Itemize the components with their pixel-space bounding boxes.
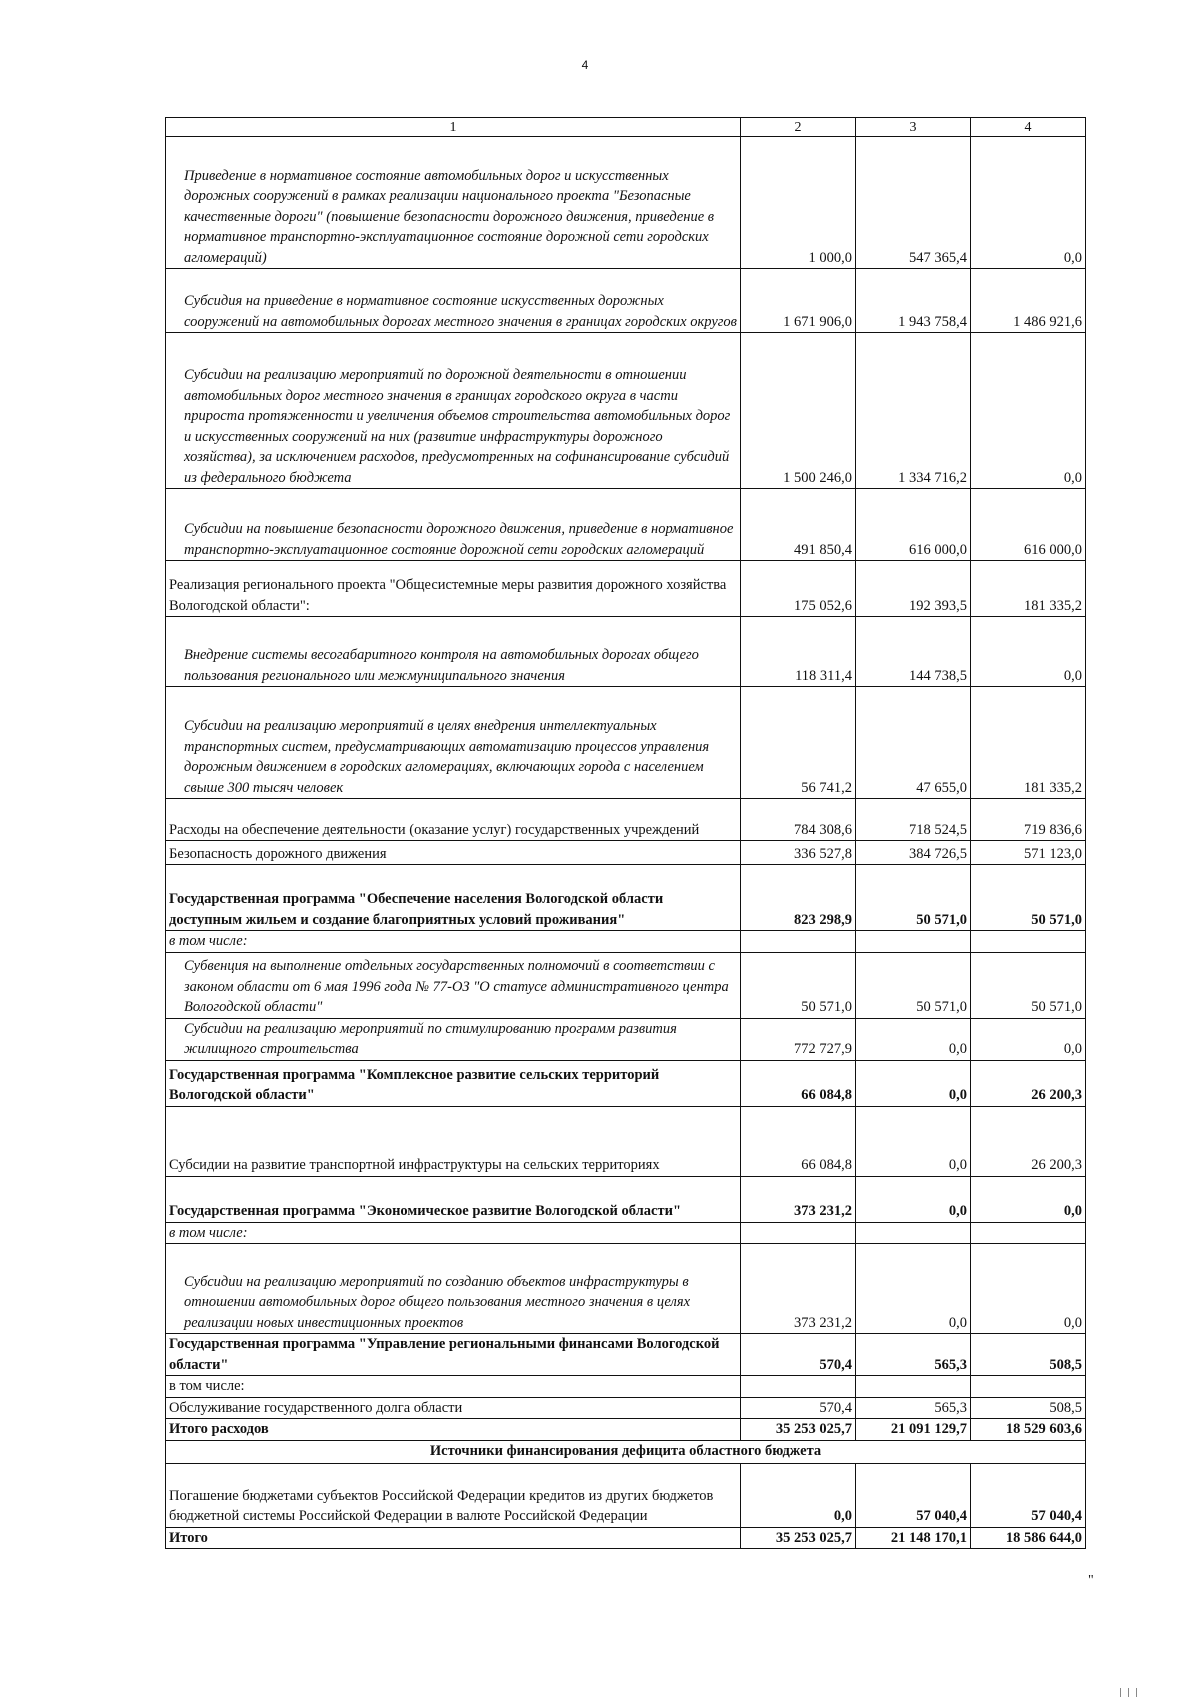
row-value-c2: 373 231,2 <box>741 1244 856 1334</box>
table-row <box>166 841 1086 865</box>
row-value-c2: 35 253 025,7 <box>741 1527 856 1549</box>
header-col-3: 3 <box>856 118 971 137</box>
row-value-c4: 0,0 <box>971 333 1086 489</box>
row-value-c4: 0,0 <box>971 1244 1086 1334</box>
row-label: Внедрение системы весогабаритного контроля на автомобильных дорогах общего пользования регионального или межмуниципального значения <box>166 617 741 687</box>
section-title: Источники финансирования дефицита областного бюджета <box>166 1440 1086 1463</box>
section-row <box>166 1440 1086 1463</box>
table-row <box>166 1018 1086 1060</box>
row-value-c2: 175 052,6 <box>741 561 856 617</box>
row-value-c2: 0,0 <box>741 1463 856 1527</box>
row-value-c3 <box>856 931 971 953</box>
row-value-c2: 66 084,8 <box>741 1060 856 1106</box>
table-row <box>166 1419 1086 1441</box>
row-value-c4: 571 123,0 <box>971 841 1086 865</box>
table-row <box>166 1060 1086 1106</box>
row-label: Итого <box>166 1527 741 1549</box>
scan-artifact <box>1128 1688 1129 1697</box>
table-row <box>166 333 1086 489</box>
row-label: Государственная программа "Комплексное развитие сельских территорий Вологодской области" <box>166 1060 741 1106</box>
row-label: в том числе: <box>166 1376 741 1398</box>
row-value-c3: 21 148 170,1 <box>856 1527 971 1549</box>
table-row <box>166 1397 1086 1419</box>
row-value-c3: 547 365,4 <box>856 137 971 269</box>
row-value-c3: 0,0 <box>856 1106 971 1176</box>
row-value-c4: 719 836,6 <box>971 799 1086 841</box>
row-value-c4: 26 200,3 <box>971 1106 1086 1176</box>
table-row <box>166 617 1086 687</box>
row-value-c4: 50 571,0 <box>971 952 1086 1018</box>
row-value-c3: 565,3 <box>856 1334 971 1376</box>
row-label: Погашение бюджетами субъектов Российской Федерации кредитов из других бюджетов бюджетной системы Российской Федерации в валюте Российской Федерации <box>166 1463 741 1527</box>
table-row <box>166 931 1086 953</box>
row-value-c3: 0,0 <box>856 1018 971 1060</box>
row-value-c4 <box>971 931 1086 953</box>
table-row <box>166 1527 1086 1549</box>
row-value-c3 <box>856 1222 971 1244</box>
row-value-c3: 0,0 <box>856 1176 971 1222</box>
row-value-c4: 0,0 <box>971 617 1086 687</box>
scan-artifact <box>1136 1688 1137 1697</box>
row-value-c2: 1 500 246,0 <box>741 333 856 489</box>
table-row <box>166 137 1086 269</box>
row-value-c2: 491 850,4 <box>741 489 856 561</box>
row-label: в том числе: <box>166 931 741 953</box>
table-row <box>166 687 1086 799</box>
row-value-c4: 1 486 921,6 <box>971 269 1086 333</box>
row-label: Субвенция на выполнение отдельных государственных полномочий в соответствии с законом области от 6 мая 1996 года № 77-ОЗ "О статусе административного центра Вологодской области" <box>166 952 741 1018</box>
row-value-c3: 718 524,5 <box>856 799 971 841</box>
closing-quote: " <box>1088 1573 1094 1588</box>
row-value-c2: 823 298,9 <box>741 865 856 931</box>
page-number: 4 <box>581 58 589 72</box>
row-value-c3: 50 571,0 <box>856 952 971 1018</box>
row-label: в том числе: <box>166 1222 741 1244</box>
row-label: Государственная программа "Экономическое развитие Вологодской области" <box>166 1176 741 1222</box>
row-value-c3: 144 738,5 <box>856 617 971 687</box>
row-label: Субсидии на реализацию мероприятий по дорожной деятельности в отношении автомобильных дорог местного значения в границах городского округа в части прироста протяженности и увеличения объемов строительства автомобильных дорог и искусственных сооружений на них (развитие инфраструктуры дорожного хозяйства), за исключением расходов, предусмотренных на софинансирование субсидий из федерального бюджета <box>166 333 741 489</box>
table-row <box>166 1334 1086 1376</box>
table-row <box>166 269 1086 333</box>
table-row <box>166 1222 1086 1244</box>
row-label: Субсидии на развитие транспортной инфраструктуры на сельских территориях <box>166 1106 741 1176</box>
row-value-c4: 57 040,4 <box>971 1463 1086 1527</box>
row-value-c2: 50 571,0 <box>741 952 856 1018</box>
header-col-1: 1 <box>166 118 741 137</box>
row-value-c3: 1 943 758,4 <box>856 269 971 333</box>
header-col-2: 2 <box>741 118 856 137</box>
row-label: Реализация регионального проекта "Общесистемные меры развития дорожного хозяйства Вологодской области": <box>166 561 741 617</box>
row-value-c3: 57 040,4 <box>856 1463 971 1527</box>
header-col-4: 4 <box>971 118 1086 137</box>
budget-table <box>165 117 1086 1549</box>
row-value-c2: 1 000,0 <box>741 137 856 269</box>
row-value-c2: 784 308,6 <box>741 799 856 841</box>
row-value-c3 <box>856 1376 971 1398</box>
row-label: Государственная программа "Управление региональными финансами Вологодской области" <box>166 1334 741 1376</box>
row-value-c4: 508,5 <box>971 1334 1086 1376</box>
row-value-c2: 118 311,4 <box>741 617 856 687</box>
row-value-c4 <box>971 1376 1086 1398</box>
table-row <box>166 1176 1086 1222</box>
row-value-c4: 50 571,0 <box>971 865 1086 931</box>
row-value-c4: 0,0 <box>971 1018 1086 1060</box>
row-value-c4: 616 000,0 <box>971 489 1086 561</box>
row-value-c2: 772 727,9 <box>741 1018 856 1060</box>
row-value-c3: 50 571,0 <box>856 865 971 931</box>
row-label: Безопасность дорожного движения <box>166 841 741 865</box>
table-row <box>166 865 1086 931</box>
row-value-c3: 21 091 129,7 <box>856 1419 971 1441</box>
row-value-c2 <box>741 1376 856 1398</box>
table-row <box>166 489 1086 561</box>
row-value-c2 <box>741 931 856 953</box>
row-value-c3: 565,3 <box>856 1397 971 1419</box>
row-value-c4: 18 586 644,0 <box>971 1527 1086 1549</box>
row-value-c3: 616 000,0 <box>856 489 971 561</box>
row-value-c2 <box>741 1222 856 1244</box>
row-value-c2: 373 231,2 <box>741 1176 856 1222</box>
row-label: Субсидии на повышение безопасности дорожного движения, приведение в нормативное транспортно-эксплуатационное состояние дорожной сети городских агломераций <box>166 489 741 561</box>
row-value-c3: 0,0 <box>856 1060 971 1106</box>
scan-artifact <box>1120 1688 1121 1697</box>
row-value-c4 <box>971 1222 1086 1244</box>
budget-table-body <box>166 118 1086 1549</box>
row-value-c3: 47 655,0 <box>856 687 971 799</box>
table-row <box>166 1376 1086 1398</box>
table-row <box>166 561 1086 617</box>
row-value-c3: 1 334 716,2 <box>856 333 971 489</box>
row-value-c4: 508,5 <box>971 1397 1086 1419</box>
row-value-c2: 1 671 906,0 <box>741 269 856 333</box>
row-value-c4: 181 335,2 <box>971 687 1086 799</box>
row-value-c4: 18 529 603,6 <box>971 1419 1086 1441</box>
row-value-c3: 384 726,5 <box>856 841 971 865</box>
row-value-c4: 26 200,3 <box>971 1060 1086 1106</box>
row-value-c2: 56 741,2 <box>741 687 856 799</box>
row-label: Субсидии на реализацию мероприятий по стимулированию программ развития жилищного строительства <box>166 1018 741 1060</box>
row-value-c2: 570,4 <box>741 1334 856 1376</box>
table-header-row <box>166 118 1086 137</box>
row-value-c3: 192 393,5 <box>856 561 971 617</box>
row-label: Расходы на обеспечение деятельности (оказание услуг) государственных учреждений <box>166 799 741 841</box>
row-value-c3: 0,0 <box>856 1244 971 1334</box>
row-label: Субсидия на приведение в нормативное состояние искусственных дорожных сооружений на автомобильных дорогах местного значения в границах городских округов <box>166 269 741 333</box>
row-value-c2: 570,4 <box>741 1397 856 1419</box>
row-value-c4: 0,0 <box>971 137 1086 269</box>
row-value-c2: 336 527,8 <box>741 841 856 865</box>
row-label: Субсидии на реализацию мероприятий в целях внедрения интеллектуальных транспортных систем, предусматривающих автоматизацию процессов управления дорожным движением в городских агломерациях, включающих города с населением свыше 300 тысяч человек <box>166 687 741 799</box>
table-row <box>166 952 1086 1018</box>
row-label: Итого расходов <box>166 1419 741 1441</box>
row-label: Приведение в нормативное состояние автомобильных дорог и искусственных дорожных сооружений в рамках реализации национального проекта "Безопасные качественные дороги" (повышение безопасности дорожного движения, приведение в нормативное транспортно-эксплуатационное состояние дорожной сети городских агломераций) <box>166 137 741 269</box>
table-row <box>166 1106 1086 1176</box>
row-value-c4: 0,0 <box>971 1176 1086 1222</box>
row-value-c4: 181 335,2 <box>971 561 1086 617</box>
table-row <box>166 1463 1086 1527</box>
row-label: Государственная программа "Обеспечение населения Вологодской области доступным жильем и создание благоприятных условий проживания" <box>166 865 741 931</box>
row-value-c2: 66 084,8 <box>741 1106 856 1176</box>
table-row <box>166 1244 1086 1334</box>
row-value-c2: 35 253 025,7 <box>741 1419 856 1441</box>
table-row <box>166 799 1086 841</box>
row-label: Субсидии на реализацию мероприятий по созданию объектов инфраструктуры в отношении автомобильных дорог общего пользования местного значения в целях реализации новых инвестиционных проектов <box>166 1244 741 1334</box>
row-label: Обслуживание государственного долга области <box>166 1397 741 1419</box>
